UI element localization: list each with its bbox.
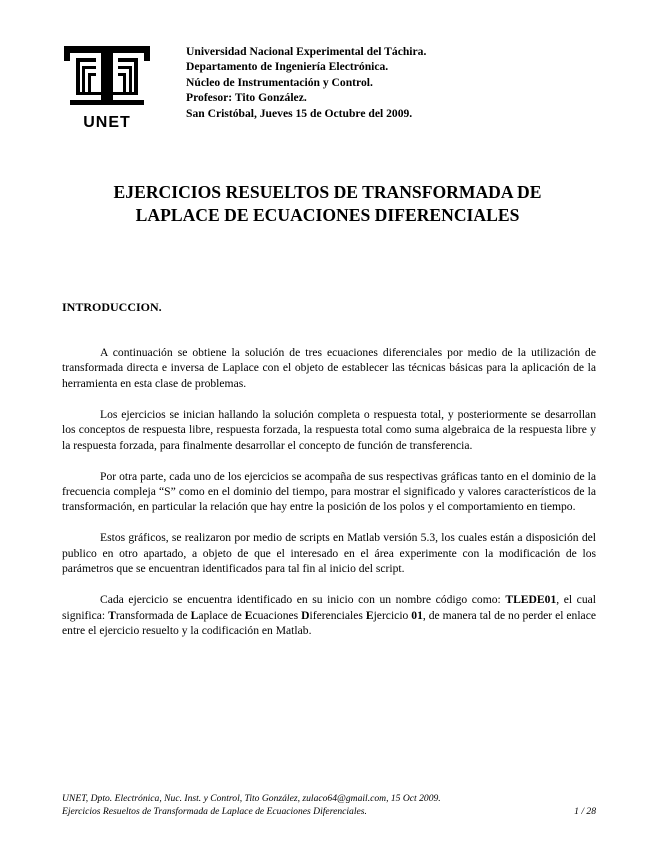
logo-text: UNET <box>83 114 131 131</box>
paragraph-5 <box>62 592 596 638</box>
institution-header <box>186 44 426 121</box>
footer-line-1: UNET, Dpto. Electrónica, Nuc. Inst. y Control, Tito González, zulaco64@gmail.com, 15 Oct 2009. <box>62 793 441 804</box>
p5-text-h: , de manera tal de no perder el enlace entre el ejercicio resuelto y la codificación en Matlab. <box>62 608 596 638</box>
acronym-l: L <box>190 608 199 622</box>
p5-text-d: aplace de <box>198 608 245 622</box>
unet-logo <box>62 44 152 136</box>
document-title <box>40 181 615 227</box>
p5-text-g: jercicio <box>373 608 412 622</box>
paragraph-1: A continuación se obtiene la solución de tres ecuaciones diferenciales por medio de la utilización de transformada directa e inversa de Laplace con el objeto de establecer las técnicas básicas para la aplicación de la herramienta en esta clase de problemas. <box>62 346 596 390</box>
acronym-d: D <box>301 608 310 622</box>
paragraph-2: Los ejercicios se inician hallando la solución completa o respuesta total, y posteriormente se desarrollan los conceptos de respuesta libre, respuesta forzada, la respuesta total como suma algebraica de la respuesta libre y la respuesta forzada, para finalmente desarrollar el concepto de función de transferencia. <box>62 407 596 452</box>
exercise-code: TLEDE01 <box>505 593 557 607</box>
page-number: 1 / 28 <box>574 805 596 817</box>
footer-row <box>62 806 596 819</box>
p5-text-b: , el cual significa: <box>62 593 596 622</box>
footer-line-2: Ejercicios Resueltos de Transformada de Laplace de Ecuaciones Diferenciales. <box>62 805 367 817</box>
page-footer <box>62 793 596 819</box>
title-line-1: EJERCICIOS RESUELTOS DE TRANSFORMADA DE <box>113 182 542 202</box>
acronym-t: T <box>108 608 116 622</box>
header-professor: Profesor: Tito González. <box>186 91 307 105</box>
p5-text-e: cuaciones <box>252 608 302 622</box>
p5-text-a: Cada ejercicio se encuentra identificado en su inicio con un nombre código como: <box>100 593 506 607</box>
p5-text-c: ransformada de <box>115 608 191 622</box>
header-university: Universidad Nacional Experimental del Táchira. <box>186 45 427 58</box>
header-date: San Cristóbal, Jueves 15 de Octubre del 2009. <box>186 106 413 120</box>
header-department: Departamento de Ingeniería Electrónica. <box>186 60 389 74</box>
paragraph-3: Por otra parte, cada uno de los ejercicios se acompaña de sus respectivas gráficas tanto en el dominio de la frecuencia compleja “S” como en el dominio del tiempo, para mostrar el significado y valores característicos de la transformación, en particular la relación que hay entre la posición de los polos y el comportamiento en tiempo. <box>62 469 596 514</box>
paragraph-4: Estos gráficos, se realizaron por medio de scripts en Matlab versión 5.3, los cuales están a disposición del publico en otro apartado, a objeto de que el interesado en el área experimente con la modificación de los parámetros que se encuentran identificados para tal fin al inicio del script. <box>62 531 596 576</box>
section-heading: INTRODUCCION. <box>62 300 162 314</box>
p5-text-f: iferenciales <box>309 608 366 622</box>
header-nucleus: Núcleo de Instrumentación y Control. <box>186 75 373 89</box>
acronym-e1: E <box>244 608 253 622</box>
acronym-e2: E <box>365 608 374 622</box>
exercise-number: 01 <box>411 608 423 622</box>
body-text <box>62 345 596 654</box>
title-line-2: LAPLACE DE ECUACIONES DIFERENCIALES <box>135 205 520 225</box>
